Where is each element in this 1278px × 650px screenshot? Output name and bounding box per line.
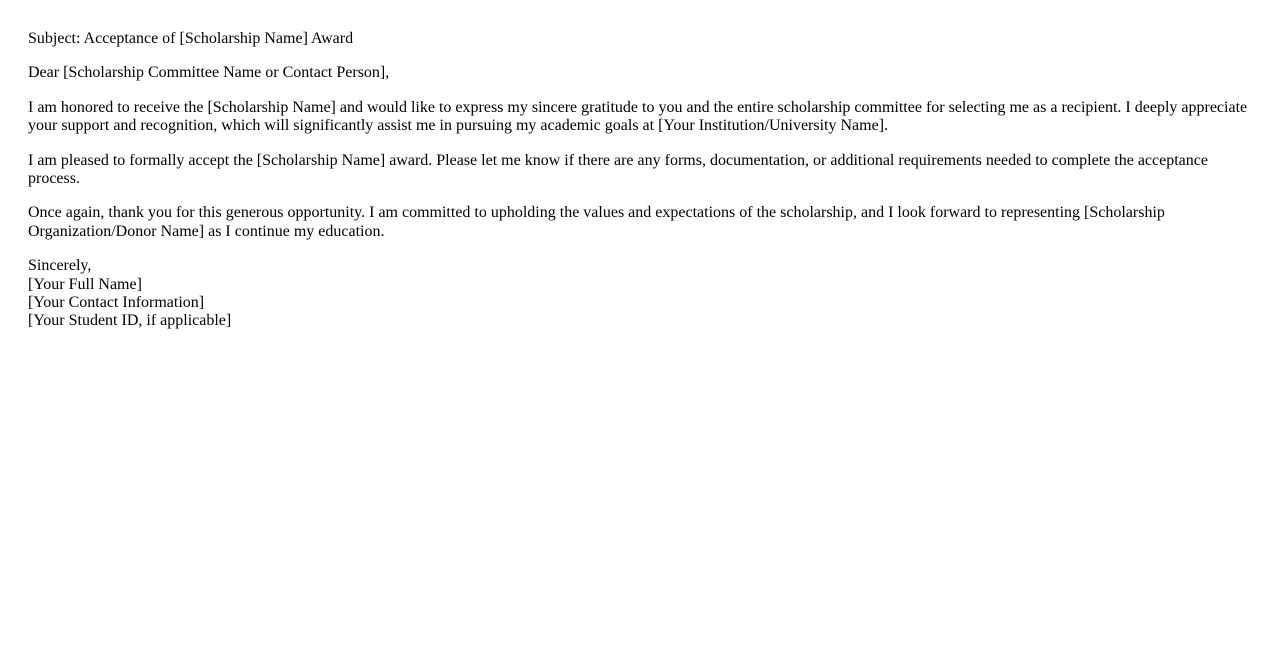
- signature-line-student-id: [Your Student ID, if applicable]: [28, 312, 232, 330]
- signature-line-name: [Your Full Name]: [28, 275, 142, 293]
- signature-block: [28, 257, 1250, 331]
- closing-line: Sincerely,: [28, 257, 92, 275]
- body-paragraph-acceptance: I am pleased to formally accept the [Scholarship Name] award. Please let me know if there are any forms, documentation, or additional requirements needed to complete the acceptance process.: [28, 151, 1208, 187]
- subject-line: Subject: Acceptance of [Scholarship Name] Award: [28, 30, 354, 47]
- body-paragraph-gratitude: I am honored to receive the [Scholarship Name] and would like to express my sincere gratitude to you and the entire scholarship committee for selecting me as a recipient. I deeply appreciate your support and recognition, which will significantly assist me in pursuing my academic goals at [Your Institution/University Name].: [28, 98, 1248, 135]
- signature-line-contact: [Your Contact Information]: [28, 293, 205, 311]
- body-paragraph-commitment: Once again, thank you for this generous opportunity. I am committed to upholding the values and expectations of the scholarship, and I look forward to representing [Scholarship Organization/Donor Name] as I continue my education.: [28, 204, 1165, 240]
- salutation: Dear [Scholarship Committee Name or Contact Person],: [28, 64, 390, 82]
